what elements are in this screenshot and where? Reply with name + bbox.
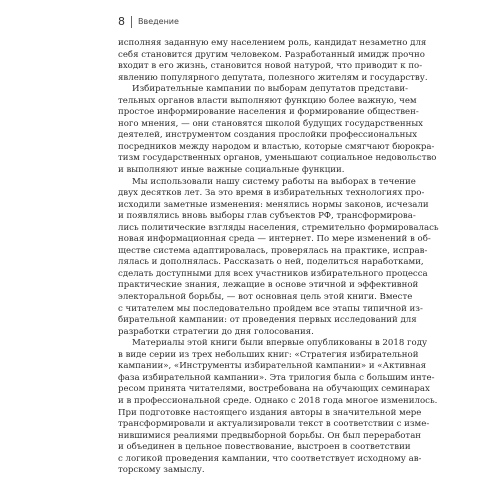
- text-line: ресом принята читателями, востребована на обучающих семинарах: [118, 384, 430, 395]
- text-line: ществе система адаптировалась, проверялась на практике, исправ-: [118, 245, 428, 256]
- text-line: практические знания, лежащие в основе этичной и эффективной: [118, 280, 419, 291]
- page-number: 8: [118, 15, 125, 28]
- text-line: нившимися реалиями предвыборной борьбы. Он был переработан: [118, 430, 422, 441]
- text-line: ного мнения, — они становятся школой будущих государственных: [118, 118, 424, 129]
- text-line: разработки стратегии до дня голосования.: [118, 326, 314, 337]
- text-line: исполняя заданную ему населением роль, кандидат незаметно для: [118, 38, 427, 48]
- text-line: себя становится другим человеком. Разработанный имидж прочно: [118, 49, 425, 60]
- text-line: простое информирование населения и формирование обществен-: [118, 107, 419, 118]
- text-line: двух десятков лет. За это время в избирательных технологиях про-: [118, 188, 425, 199]
- paragraph: [118, 84, 437, 176]
- running-head: [118, 15, 179, 29]
- text-line: входит в его жизнь, становится новой натурой, что приводит к по-: [118, 61, 423, 72]
- paragraph: [118, 176, 439, 339]
- text-line: фаза избирательной кампании». Эта трилогия была с большим инте-: [118, 372, 435, 383]
- text-line: посредников между народом и властью, которые смягчают бюрокра-: [118, 141, 435, 152]
- text-line: тельных органов власти выполняют функцию более важную, чем: [118, 95, 417, 106]
- text-line: кампании», «Инструменты избирательной кампании» и «Активная: [118, 361, 427, 372]
- text-line: бирательной кампании: от проведения первых исследований для: [118, 315, 417, 326]
- header-divider: [131, 16, 132, 28]
- text-line: При подготовке настоящего издания авторы в значительной мере: [118, 407, 422, 418]
- text-line: торскому замыслу.: [118, 465, 205, 476]
- text-line: и появлялись вновь выборы глав субъектов РФ, трансформирова-: [118, 211, 416, 222]
- text-line: с логикой проведения кампании, что соответствует исходному ав-: [118, 453, 422, 464]
- text-line: и объединен в цельное повествование, выстроен в соответствии: [118, 442, 411, 453]
- text-line: и в профессиональной среде. Однако с 2018 года многое изменилось.: [118, 395, 438, 406]
- text-line: Избирательные кампании по выборам депутатов представи-: [132, 84, 409, 95]
- paragraph: [118, 38, 428, 84]
- text-line: лись политические взгляды населения, стремительно формировалась: [118, 222, 439, 233]
- text-line: деятелей, инструментом создания прослойки профессиональных: [118, 130, 418, 141]
- text-line: трансформировали и актуализировали текст в соответствии с изме-: [118, 419, 430, 430]
- text-line: в виде серии из трех небольших книг: «Стратегия избирательной: [118, 349, 419, 360]
- text-line: лялась и дополнялась. Рассказать о ней, поделиться наработками,: [118, 257, 424, 268]
- text-line: Материалы этой книги были впервые опубликованы в 2018 году: [132, 338, 428, 349]
- text-line: Мы использовали нашу систему работы на выборах в течение: [132, 176, 416, 187]
- body-text: [118, 38, 439, 477]
- text-line: электоральной борьбы, — вот основная цель этой книги. Вместе: [118, 292, 413, 303]
- text-line: с читателем мы последовательно пройдем все этапы типичной из-: [118, 303, 423, 314]
- text-line: сделать доступными для всех участников избирательного процесса: [118, 268, 428, 279]
- text-line: и выполняют иные важные социальные функции.: [118, 165, 345, 176]
- text-line: явлению популярного депутата, полезного жителям и государству.: [118, 72, 428, 83]
- text-line: тизм государственных органов, уменьшают социальное недовольство: [118, 153, 437, 164]
- text-line: новая информационная среда — интернет. По мере изменений в об-: [118, 234, 431, 245]
- paragraph: [118, 338, 438, 477]
- section-title: Введение: [138, 17, 179, 26]
- text-line: исходили заметные изменения: менялись нормы законов, исчезали: [118, 199, 429, 210]
